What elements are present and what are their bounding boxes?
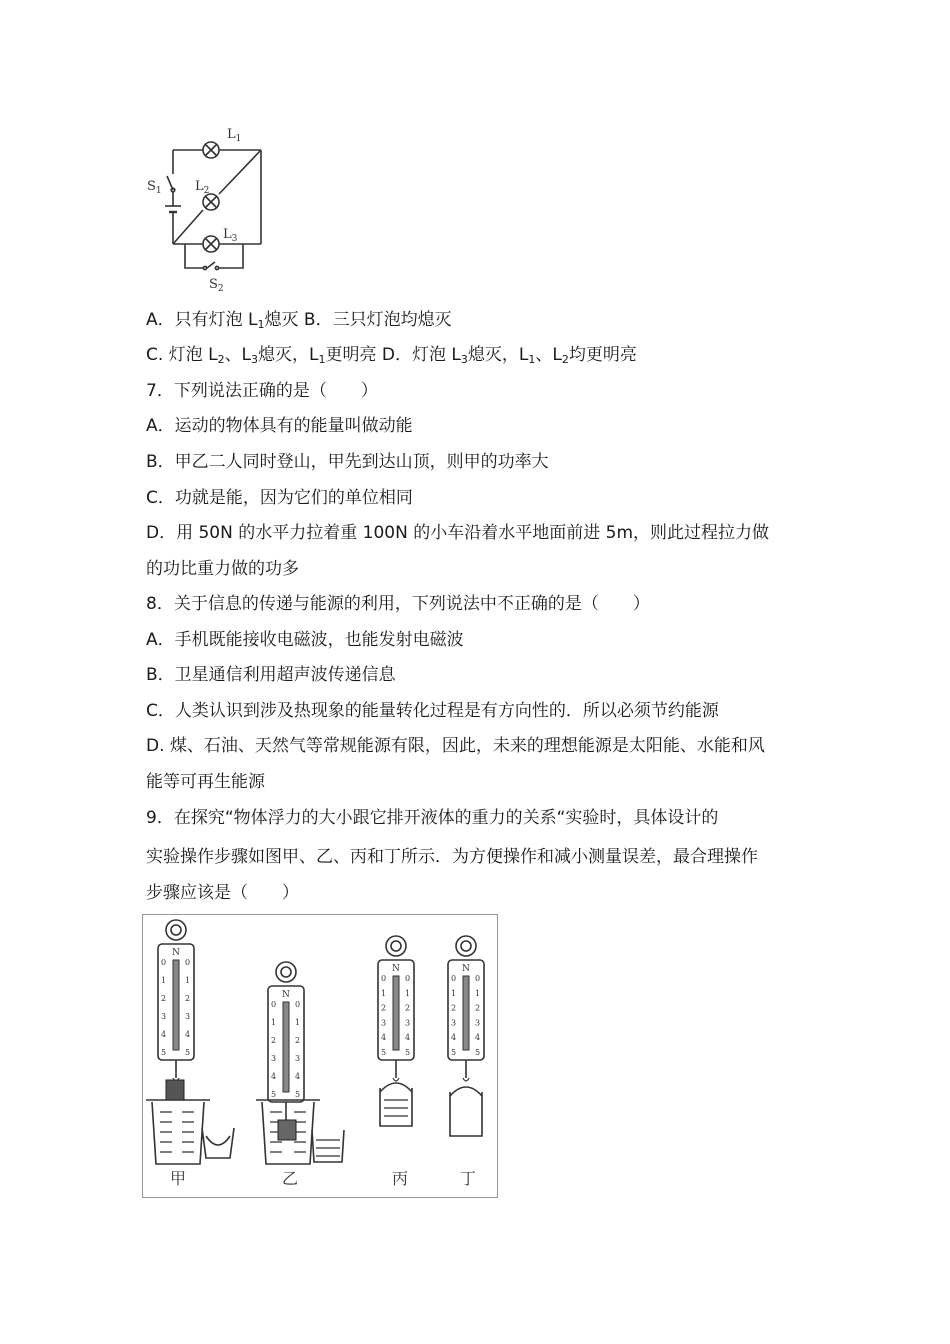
scale-unit-label: N	[392, 964, 400, 974]
scale-mark-label: 2	[271, 1036, 277, 1045]
scale-mark-label: 4	[271, 1072, 277, 1081]
subscript: 3	[460, 353, 468, 366]
q6-option-a-b	[146, 308, 826, 332]
q8-stem: 8．关于信息的传递与能源的利用，下列说法中不正确的是（ ）	[146, 594, 650, 614]
scale-mark-label: 1	[405, 988, 411, 998]
label-s1: S	[147, 179, 156, 194]
label-l2: L	[195, 179, 204, 194]
svg-text:L1	[227, 127, 241, 144]
label-l2-sub: 2	[203, 186, 210, 196]
q7-option-c: C．功就是能，因为它们的单位相同	[146, 488, 413, 508]
figure-label: 乙	[282, 1169, 299, 1188]
subscript: 2	[561, 353, 569, 366]
scale-mark-label: 1	[475, 988, 481, 998]
scale-mark-label: 0	[271, 1000, 277, 1009]
label-s2: S	[209, 277, 218, 292]
scale-mark-label: 3	[475, 1018, 481, 1028]
subscript: 1	[318, 353, 326, 366]
scale-mark-label: 3	[295, 1054, 301, 1063]
scale-mark-label: 4	[295, 1072, 301, 1081]
scale-mark-label: 3	[451, 1018, 457, 1028]
scale-mark-label: 2	[451, 1003, 457, 1013]
scale-mark-label: 5	[295, 1090, 301, 1099]
svg-text:S1	[147, 179, 162, 196]
scale-mark-label: 4	[381, 1033, 387, 1043]
subscript: 2	[217, 353, 225, 366]
text-part: 、L	[535, 345, 562, 365]
scale-mark-label: 1	[381, 988, 387, 998]
scale-mark-label: 3	[161, 1012, 167, 1021]
scale-mark-label: 2	[381, 1003, 387, 1013]
scale-mark-label: 0	[451, 974, 457, 983]
scale-mark-label: 1	[295, 1018, 301, 1027]
q6-option-c-d	[146, 343, 826, 367]
scale-mark-label: 5	[271, 1090, 277, 1099]
text-part: C. 灯泡 L	[146, 345, 218, 365]
figure-label: 甲	[170, 1169, 187, 1188]
q8-option-a: A．手机既能接收电磁波，也能发射电磁波	[146, 630, 464, 650]
text-part: 更明亮 D．灯泡 L	[325, 345, 461, 365]
scale-unit-label: N	[282, 990, 290, 1000]
scale-mark-label: 0	[405, 974, 411, 983]
scale-mark-label: 4	[475, 1033, 481, 1043]
q8-option-d-line2: 能等可再生能源	[146, 772, 265, 792]
spring-scale-figure	[142, 914, 498, 1198]
q7-option-b: B．甲乙二人同时登山，甲先到达山顶，则甲的功率大	[146, 452, 549, 472]
figure-label: 丙	[392, 1169, 409, 1188]
svg-text:L3	[223, 227, 238, 244]
q7-option-d-line1: D．用 50N 的水平力拉着重 100N 的小车沿着水平地面前进 5m，则此过程拉力做	[146, 523, 769, 543]
subscript: 3	[251, 353, 259, 366]
label-s1-sub: 1	[155, 186, 162, 196]
scale-mark-label: 0	[475, 974, 481, 983]
scale-mark-label: 4	[451, 1033, 457, 1043]
q6-opt-a-tail: 熄灭 B．三只灯泡均熄灭	[264, 310, 452, 330]
scale-mark-label: 2	[185, 994, 191, 1003]
q7-stem: 7．下列说法正确的是（ ）	[146, 381, 378, 401]
scale-unit-label: N	[172, 948, 180, 958]
label-l1-sub: 1	[235, 134, 242, 144]
svg-text:S2	[209, 277, 224, 294]
scale-mark-label: 0	[295, 1000, 301, 1009]
scale-mark-label: 3	[381, 1018, 387, 1028]
scale-mark-label: 5	[381, 1048, 387, 1057]
q6-opt-a-text: A．只有灯泡 L	[146, 310, 258, 330]
q7-option-d-line2: 的功比重力做的功多	[146, 559, 299, 579]
scale-mark-label: 5	[185, 1048, 191, 1057]
scale-mark-label: 1	[451, 988, 457, 998]
q8-option-d-line1: D. 煤、石油、天然气等常规能源有限，因此，未来的理想能源是太阳能、水能和风	[146, 736, 765, 756]
scale-mark-label: 4	[161, 1030, 167, 1039]
subscript: 1	[528, 353, 536, 366]
scale-mark-label: 5	[451, 1048, 457, 1057]
scale-mark-label: 3	[271, 1054, 277, 1063]
q9-stem-line1: 9．在探究“物体浮力的大小跟它排开液体的重力的关系“实验时，具体设计的	[146, 808, 719, 828]
scale-mark-label: 4	[185, 1030, 191, 1039]
scale-mark-label: 3	[405, 1018, 411, 1028]
q9-stem-line3: 步骤应该是（ ）	[146, 883, 299, 903]
scale-mark-label: 2	[405, 1003, 411, 1013]
scale-mark-label: 1	[161, 976, 167, 985]
subscript: 1	[257, 318, 265, 331]
q8-option-c: C．人类认识到涉及热现象的能量转化过程是有方向性的．所以必须节约能源	[146, 701, 719, 721]
circuit-diagram	[143, 122, 263, 294]
text-part: 、L	[224, 345, 252, 365]
scale-mark-label: 1	[185, 976, 191, 985]
scale-mark-label: 2	[161, 994, 167, 1003]
scale-unit-label: N	[462, 964, 470, 974]
label-l3-sub: 3	[231, 234, 238, 244]
text-part: 熄灭，L	[467, 345, 529, 365]
scale-mark-label: 0	[185, 958, 191, 967]
scale-mark-label: 5	[475, 1048, 481, 1057]
scale-mark-label: 2	[475, 1003, 481, 1013]
scale-mark-label: 0	[381, 974, 387, 983]
scale-mark-label: 0	[161, 958, 167, 967]
figure-label: 丁	[460, 1169, 477, 1188]
scale-mark-label: 5	[405, 1048, 411, 1057]
text-part: 熄灭，L	[258, 345, 319, 365]
scale-mark-label: 2	[295, 1036, 301, 1045]
svg-text:L2	[195, 179, 209, 196]
q7-option-a: A．运动的物体具有的能量叫做动能	[146, 416, 413, 436]
label-l1: L	[227, 127, 236, 142]
q9-stem-line2: 实验操作步骤如图甲、乙、丙和丁所示．为方便操作和减小测量误差，最合理操作	[146, 847, 758, 867]
scale-mark-label: 1	[271, 1018, 277, 1027]
q8-option-b: B．卫星通信利用超声波传递信息	[146, 665, 396, 685]
label-s2-sub: 2	[217, 284, 224, 294]
label-l3: L	[223, 227, 232, 242]
scale-mark-label: 3	[185, 1012, 191, 1021]
text-part: 均更明亮	[568, 345, 637, 365]
scale-mark-label: 5	[161, 1048, 167, 1057]
scale-mark-label: 4	[405, 1033, 411, 1043]
